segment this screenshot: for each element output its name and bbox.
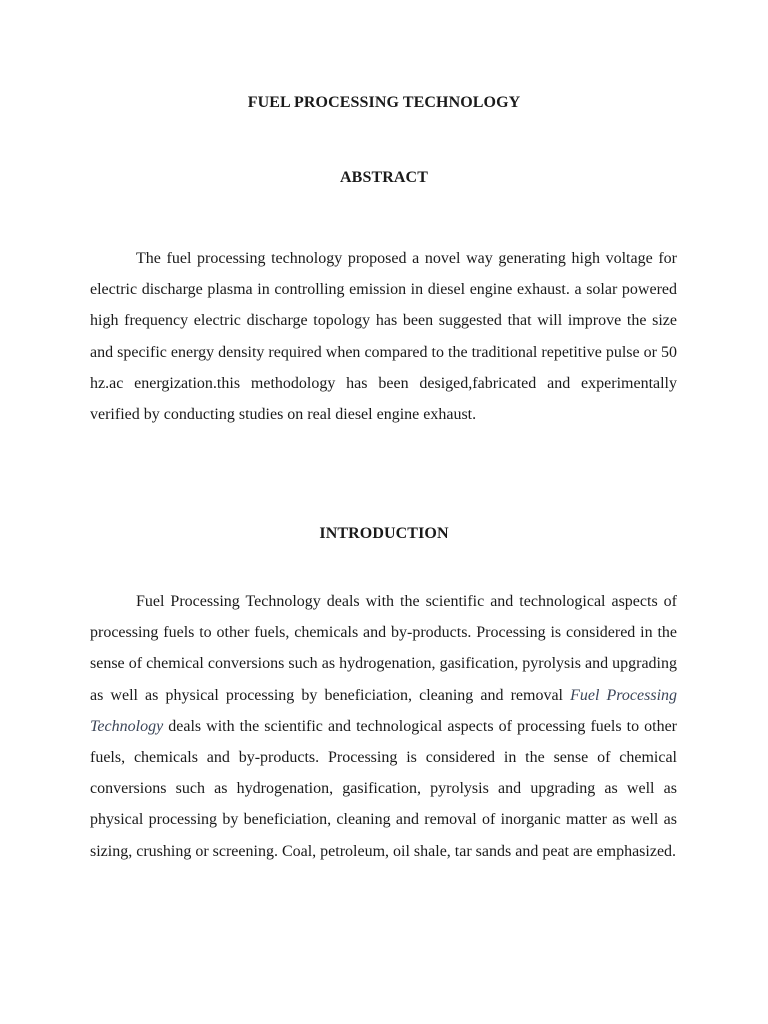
introduction-heading: INTRODUCTION (319, 525, 449, 542)
abstract-paragraph: The fuel processing technology proposed a novel way generating high voltage for electric discharge plasma in controlling emission in diesel engine exhaust. a solar powered high frequency electric discharge topology has been suggested that will improve the size and specific energy density required when compared to the traditional repetitive pulse or 50 hz.ac energization.this methodology has been desiged,fabricated and experimentally verified by conducting studies on real diesel engine exhaust. (90, 250, 677, 424)
introduction-text-part-2: deals with the scientific and technological aspects of processing fuels to other fuels, chemicals and by-products. Processing is considered in the sense of chemical conversions such as hydrogenation, gasification, pyrolysis and upgrading as well as physical processing by beneficiation, cleaning and removal of inorganic matter as well as sizing, crushing or screening. Coal, petroleum, oil shale, tar sands and peat are emphasized. (90, 717, 677, 860)
abstract-heading: ABSTRACT (340, 169, 428, 186)
introduction-text-part-1: Fuel Processing Technology deals with the scientific and technological aspects of processing fuels to other fuels, chemicals and by-products. Processing is considered in the sense of chemical conversions such as hydrogenation, gasification, pyrolysis and upgrading as well as physical processing by beneficiation, cleaning and removal (90, 593, 677, 704)
introduction-paragraph (90, 586, 677, 867)
document-title: FUEL PROCESSING TECHNOLOGY (247, 94, 521, 111)
introduction-italic-term: Fuel Processing Technology (90, 686, 678, 735)
